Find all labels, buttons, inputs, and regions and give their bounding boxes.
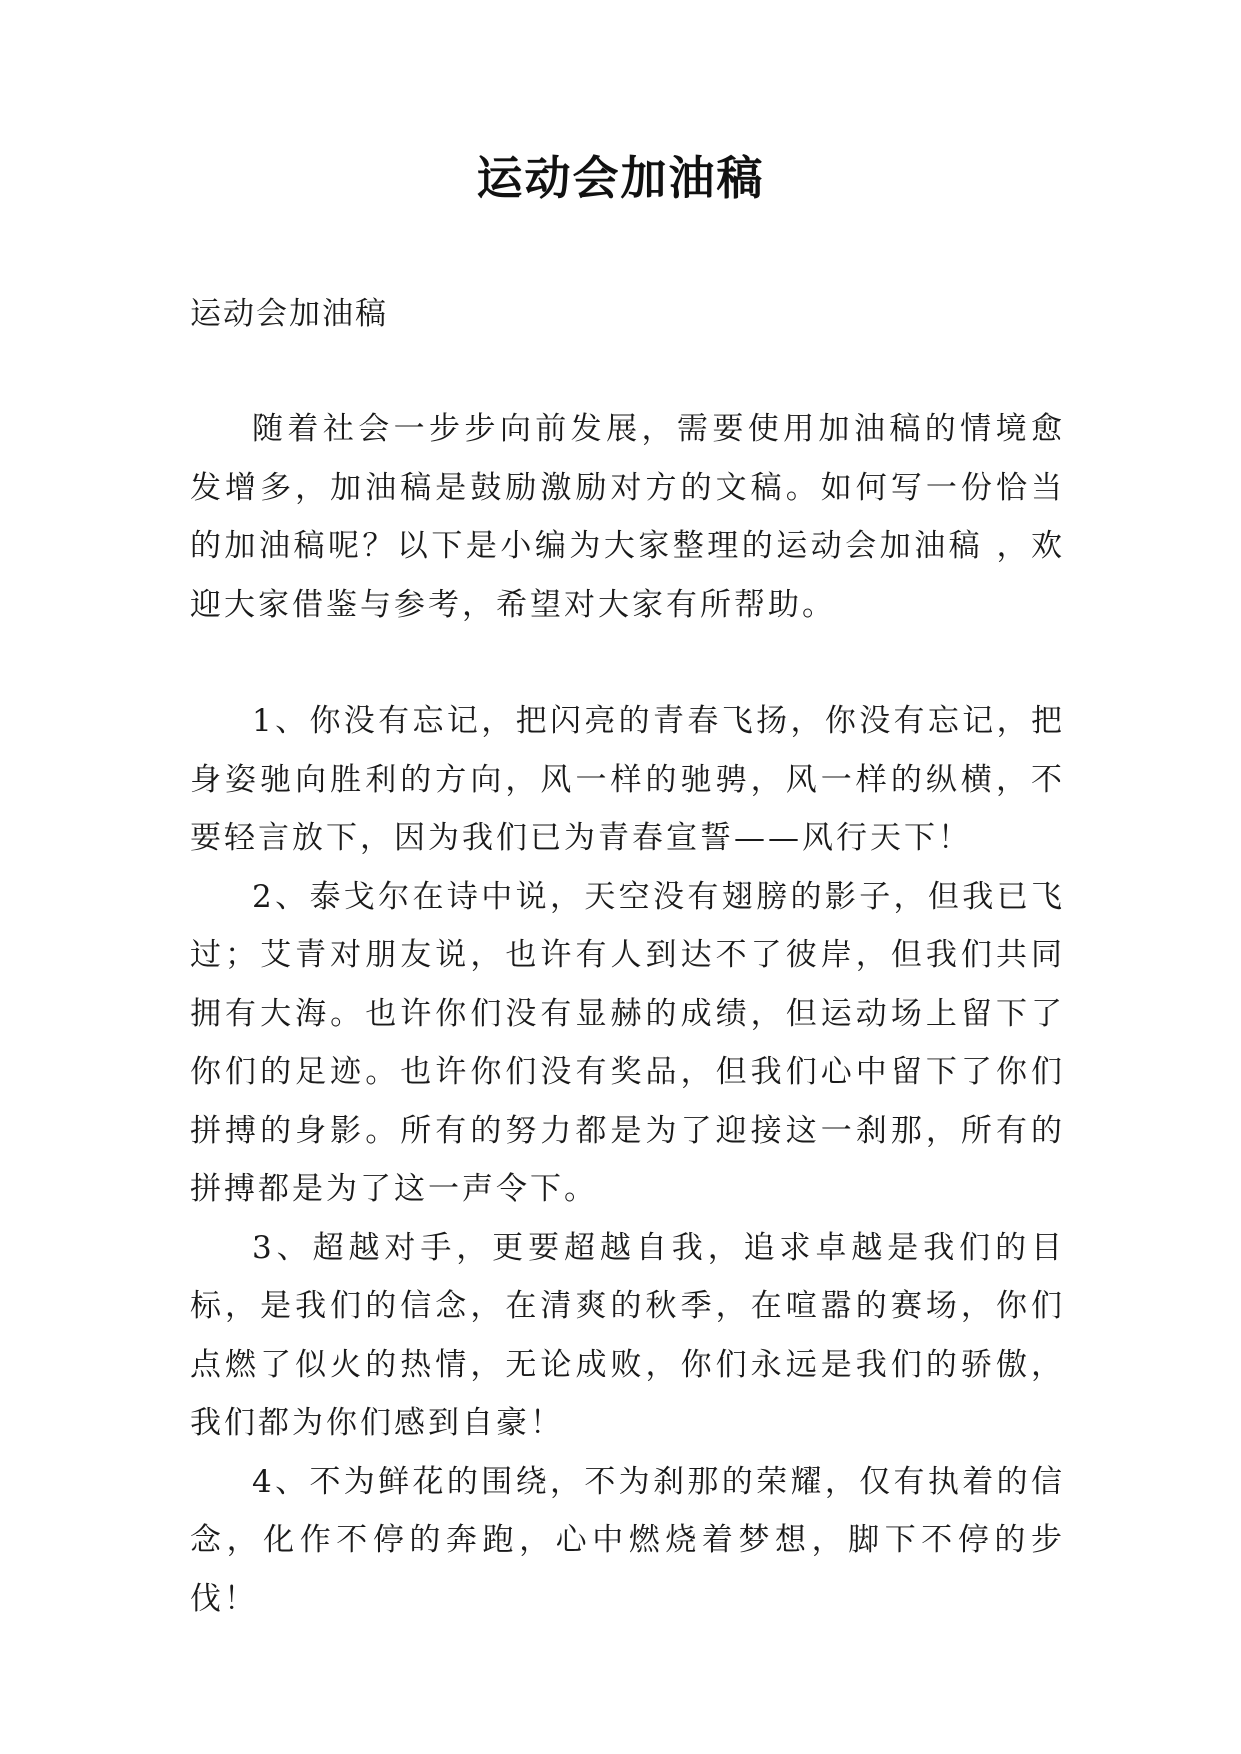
document-body bbox=[190, 400, 1065, 1628]
document-title: 运动会加油稿 bbox=[476, 151, 765, 205]
cheer-paragraph-4: 4、不为鲜花的围绕，不为刹那的荣耀，仅有执着的信念，化作不停的奔跑，心中燃烧着梦想，脚下不停的步伐！ bbox=[190, 1463, 1065, 1617]
intro-paragraph: 随着社会一步步向前发展，需要使用加油稿的情境愈发增多，加油稿是鼓励激励对方的文稿。如何写一份恰当的加油稿呢？以下是小编为大家整理的运动会加油稿 ，欢迎大家借鉴与参考，希望对大家有所帮助。 bbox=[190, 411, 1065, 623]
cheer-paragraph-2: 2、泰戈尔在诗中说，天空没有翅膀的影子，但我已飞过；艾青对朋友说，也许有人到达不了彼岸，但我们共同拥有大海。也许你们没有显赫的成绩，但运动场上留下了你们的足迹。也许你们没有奖品，但我们心中留下了你们拼搏的身影。所有的努力都是为了迎接这一刹那，所有的拼搏都是为了这一声令下。 bbox=[190, 878, 1065, 1207]
document-subtitle: 运动会加油稿 bbox=[190, 296, 388, 332]
cheer-paragraph-3: 3、超越对手，更要超越自我，追求卓越是我们的目标，是我们的信念，在清爽的秋季，在喧嚣的赛场，你们点燃了似火的热情，无论成败，你们永远是我们的骄傲，我们都为你们感到自豪！ bbox=[190, 1229, 1065, 1441]
cheer-paragraph-1: 1、你没有忘记，把闪亮的青春飞扬，你没有忘记，把身姿驰向胜利的方向，风一样的驰骋，风一样的纵横，不要轻言放下，因为我们已为青春宣誓——风行天下！ bbox=[190, 703, 1065, 856]
